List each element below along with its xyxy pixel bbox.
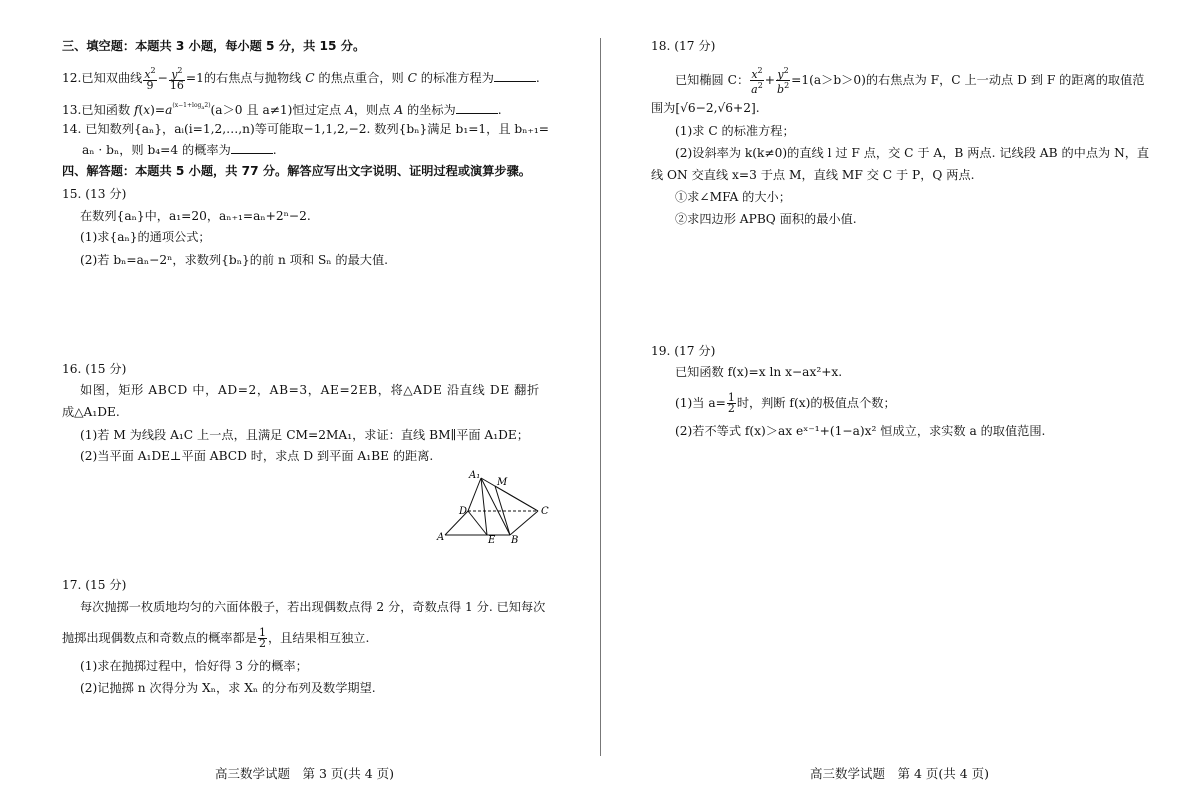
question-18-part1: (1)求 C 的标准方程； — [675, 124, 795, 138]
question-17-stem-line2: 抛掷出现偶数点和奇数点的概率都是 $\frac{1}{2}$ ，且结果相互独立. — [62, 626, 370, 650]
question-16-stem-line2: 成△A₁DE. — [62, 405, 120, 419]
question-18-stem-line1: 已知椭圆 C： $\frac{x^2}{a^2}$ + $\frac{y^2}{b^2}$ =1(a＞b＞0)的右焦点为 F，C 上一动点 D 到 F 的距离的取值范 — [675, 66, 1145, 96]
question-17-stem-line1: 每次抛掷一枚质地均匀的六面体骰子，若出现偶数点得 2 分，奇数点得 1 分. 已知每次 — [80, 600, 546, 614]
question-18-subpart2: ②求四边形 APBQ 面积的最小值. — [675, 212, 857, 226]
fraction-one-half: $\frac{1}{2}$ — [259, 626, 266, 650]
question-15-stem: 在数列{aₙ}中，a₁=20，aₙ₊₁=aₙ+2ⁿ−2. — [80, 209, 311, 223]
label-E: E — [488, 535, 496, 545]
question-19-part1: (1)当 a= $\frac{1}{2}$ 时，判断 f(x)的极值点个数； — [675, 391, 896, 415]
geometry-figure — [425, 465, 560, 545]
question-14-line2: aₙ · bₙ，则 b₄=4 的概率为 . — [82, 143, 277, 157]
answer-blank — [231, 142, 273, 154]
page-footer-left: 高三数学试题 第 3 页(共 4 页) — [215, 766, 395, 781]
label-M: M — [497, 477, 508, 488]
question-15-part2: (2)若 bₙ=aₙ−2ⁿ，求数列{bₙ}的前 n 项和 Sₙ 的最大值. — [80, 253, 389, 267]
question-18-stem-line2: 围为[√6−2,√6+2]. — [651, 101, 760, 115]
question-18-subpart1: ①求∠MFA 的大小； — [675, 190, 791, 204]
question-13: 13.已知函数 $f(x)=a^{(x-1+log_a2)}(a>0$ 且 a≠1)恒过定点 A，则点 A 的坐标为 . — [62, 102, 502, 117]
question-15-part1: (1)求{aₙ}的通项公式； — [80, 230, 211, 244]
question-17-head: 17. (15 分) — [62, 578, 127, 592]
answer-blank — [494, 70, 536, 82]
page-footer-right: 高三数学试题 第 4 页(共 4 页) — [810, 766, 990, 781]
fraction-x2-9: $\frac{x^2}{9}$ — [144, 66, 156, 92]
question-18-part2-line1: (2)设斜率为 k(k≠0)的直线 l 过 F 点，交 C 于 A，B 两点. 记线段 AB 的中点为 N，直 — [675, 146, 1150, 160]
question-19-head: 19. (17 分) — [651, 344, 716, 358]
section-3-title: 三、填空题：本题共 3 小题，每小题 5 分，共 15 分。 — [62, 39, 366, 53]
question-14-line1: 14. 已知数列{aₙ}，aᵢ(i=1,2,…,n)等可能取−1,1,2,−2. 数列{bₙ}满足 b₁=1，且 bₙ₊₁= — [62, 122, 550, 136]
question-12: 12.已知双曲线 $\frac{x^2}{9}$ − $\frac{y^2}{16}$ =1的右焦点与抛物线 C 的焦点重合，则 C 的标准方程为 . — [62, 66, 540, 92]
question-19-part2: (2)若不等式 f(x)＞ax eˣ⁻¹+(1−a)x² 恒成立，求实数 a 的取值范围. — [675, 424, 1046, 438]
fraction-x2-a2: $\frac{x^2}{a^2}$ — [751, 66, 763, 96]
question-16-stem-line1: 如图，矩形 ABCD 中，AD=2，AB=3，AE=2EB，将△ADE 沿直线 DE 翻折 — [80, 383, 540, 397]
page-divider — [600, 38, 601, 756]
section-4-title: 四、解答题：本题共 5 小题，共 77 分。解答应写出文字说明、证明过程或演算步骤。 — [62, 164, 531, 178]
fraction-y2-b2: $\frac{y^2}{b^2}$ — [777, 66, 790, 96]
question-16-head: 16. (15 分) — [62, 362, 127, 376]
fraction-y2-16: $\frac{y^2}{16}$ — [169, 66, 184, 92]
label-C: C — [541, 506, 549, 517]
question-16-part1: (1)若 M 为线段 A₁C 上一点，且满足 CM=2MA₁，求证：直线 BM∥平面 A₁DE； — [80, 428, 529, 442]
question-19-stem: 已知函数 f(x)=x ln x−ax²+x. — [675, 365, 843, 379]
label-A1: A₁ — [469, 470, 481, 481]
label-A: A — [437, 532, 445, 543]
question-15-head: 15. (13 分) — [62, 187, 127, 201]
label-D: D — [459, 506, 468, 517]
question-17-part2: (2)记抛掷 n 次得分为 Xₙ，求 Xₙ 的分布列及数学期望. — [80, 681, 376, 695]
answer-blank — [456, 102, 498, 114]
question-18-head: 18. (17 分) — [651, 39, 716, 53]
question-18-part2-line2: 线 ON 交直线 x=3 于点 M，直线 MF 交 C 于 P，Q 两点. — [651, 168, 975, 182]
label-B: B — [511, 535, 519, 545]
fraction-one-half: $\frac{1}{2}$ — [727, 391, 735, 415]
question-17-part1: (1)求在抛掷过程中，恰好得 3 分的概率； — [80, 659, 308, 673]
question-16-part2: (2)当平面 A₁DE⊥平面 ABCD 时，求点 D 到平面 A₁BE 的距离. — [80, 449, 434, 463]
